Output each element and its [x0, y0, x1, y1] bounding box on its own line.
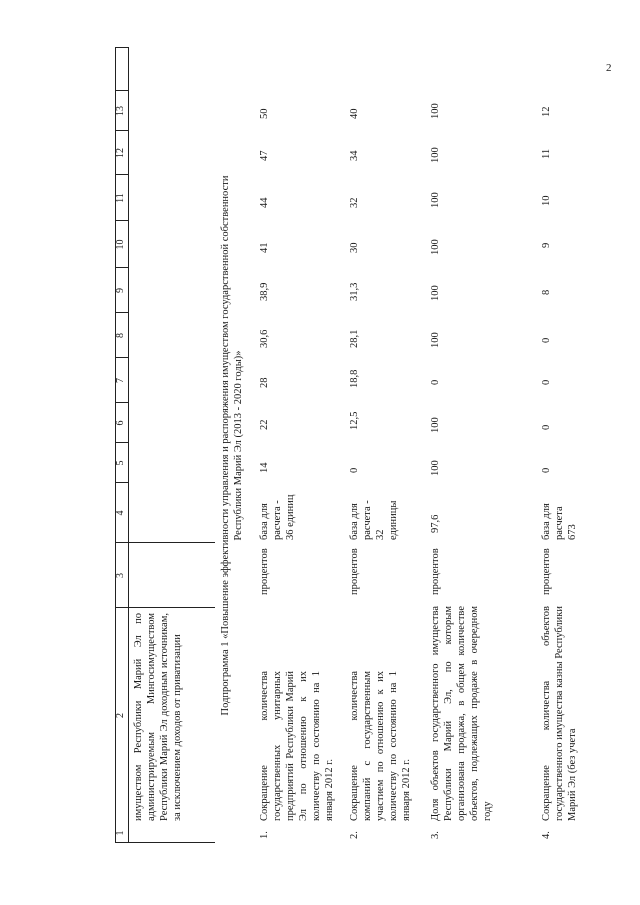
row-number: 2. [349, 831, 360, 839]
subprogram-title-years: Республики Марий Эл (2013 - 2020 годы)» [233, 350, 244, 541]
value-2018: 32 [349, 197, 360, 208]
value-2017: 41 [259, 242, 270, 253]
value-2015: 28,1 [349, 329, 360, 348]
value-2013: 100 [430, 417, 441, 433]
base-value: база для расчета - 32 единицы [349, 500, 399, 540]
col-header: 1 [115, 830, 126, 836]
value-2020: 100 [430, 103, 441, 119]
value-2013: 12,5 [349, 411, 360, 430]
indicator-description: Сокращение количества компаний с государственным участием по отношению к их количеству по состоянию на 1 января 2012 г. [349, 671, 412, 821]
value-2019: 34 [349, 150, 360, 161]
col-header: 5 [115, 460, 126, 466]
value-2019: 100 [430, 147, 441, 163]
unit: процентов [259, 548, 270, 595]
unit: процентов [541, 548, 552, 595]
value-2017: 100 [430, 239, 441, 255]
col-header: 4 [115, 510, 126, 516]
value-2018: 100 [430, 192, 441, 208]
col-header: 13 [115, 106, 126, 116]
value-2012: 14 [259, 462, 270, 473]
rotated-table-page [115, 43, 615, 843]
value-2015: 30,6 [259, 329, 270, 348]
row-number: 1. [259, 831, 270, 839]
row-number: 4. [541, 831, 552, 839]
col-header: 7 [115, 378, 126, 383]
indicator-description: Сокращение количества объектов государственного имущества казны Республики Марий Эл (без учета [541, 606, 578, 821]
unit: процентов [349, 548, 360, 595]
value-2019: 11 [541, 148, 552, 159]
value-2014: 0 [430, 379, 441, 385]
value-2020: 50 [259, 108, 270, 119]
value-2013: 0 [541, 424, 552, 430]
row-number: 3. [430, 831, 441, 839]
value-2020: 40 [349, 108, 360, 119]
value-2014: 0 [541, 379, 552, 385]
value-2018: 10 [541, 195, 552, 206]
intro-text: имуществом Республики Марий Эл по администрируемым Мингосимуществом Республики Марий Эл доходным источникам, за исключением доходов от приватизации [133, 613, 183, 821]
col-header: 10 [115, 239, 126, 250]
subprogram-title: Подпрограмма 1 «Повышение эффективности управления и распоряжения имуществом государственной собственности [220, 175, 231, 716]
value-2016: 100 [430, 285, 441, 301]
col-header: 12 [115, 148, 126, 158]
col-header: 6 [115, 420, 126, 426]
value-2016: 31,3 [349, 282, 360, 301]
value-2012: 0 [349, 467, 360, 473]
base-value: база для расчета 673 [541, 503, 578, 540]
page-number: 2 [606, 62, 612, 74]
value-2015: 0 [541, 337, 552, 343]
value-2015: 100 [430, 332, 441, 348]
value-2018: 44 [259, 197, 270, 208]
value-2013: 22 [259, 419, 270, 430]
value-2016: 38,9 [259, 282, 270, 301]
col-header: 11 [115, 193, 126, 203]
value-2014: 18,8 [349, 369, 360, 388]
value-2019: 47 [259, 150, 270, 161]
indicator-description: Сокращение количества государственных унитарных предприятий Республики Марий Эл по отношению к их количеству по состоянию на 1 января 2012 г. [259, 671, 335, 821]
base-value: база для расчета - 36 единиц [259, 494, 296, 540]
indicator-description: Доля объектов государственного имущества Республики Марий Эл, по которым организована продажа, в общем количестве объектов, подлежащих продаже в очередном году [430, 606, 493, 821]
unit: процентов [430, 548, 441, 595]
value-2014: 28 [259, 377, 270, 388]
value-2012: 100 [430, 460, 441, 476]
col-header: 2 [115, 713, 126, 718]
base-value: 97,6 [430, 514, 441, 533]
value-2012: 0 [541, 467, 552, 473]
indicators-table [115, 48, 610, 843]
value-2020: 12 [541, 106, 552, 117]
value-2016: 8 [541, 289, 552, 295]
col-header: 8 [115, 333, 126, 338]
value-2017: 9 [541, 242, 552, 248]
col-header: 3 [115, 573, 126, 578]
col-header: 9 [115, 288, 126, 293]
value-2017: 30 [349, 242, 360, 253]
